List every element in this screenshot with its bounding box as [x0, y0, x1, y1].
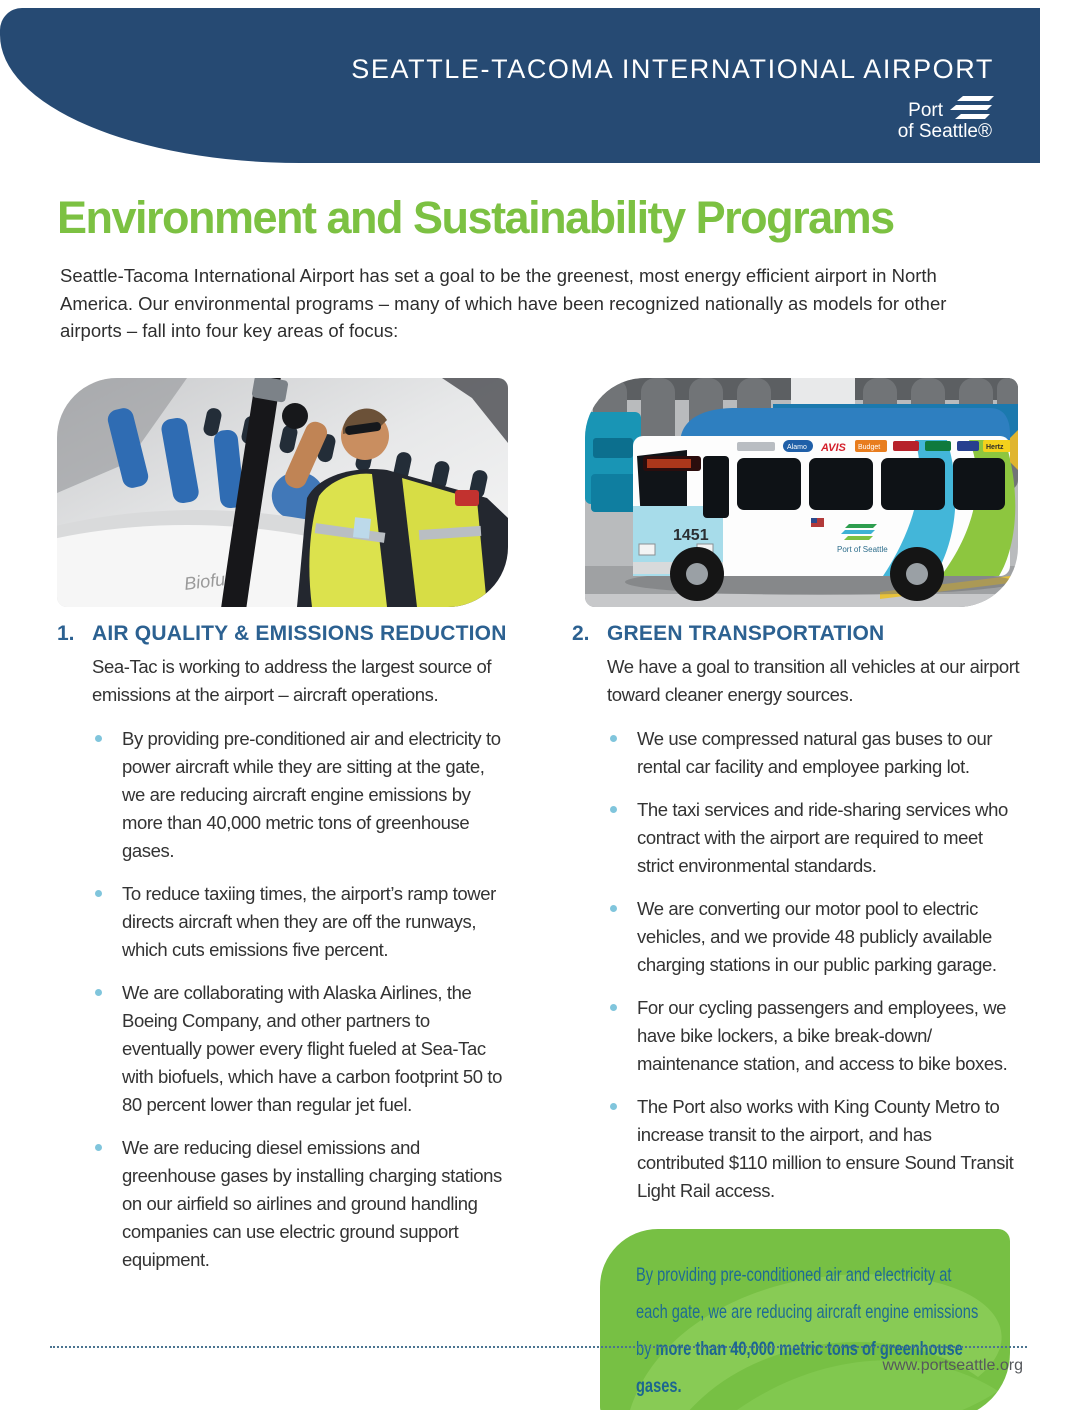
biofuel-label: Biofuel: [183, 567, 241, 594]
section-heading: AIR QUALITY & EMISSIONS REDUCTION: [92, 622, 507, 645]
bullet-text: We are collaborating with Alaska Airlines, the Boeing Company, and other partners to eventually power every flight fueled at Sea-Tac with biofuels, which have a carbon footprint 50 to 80 percent lower than regular jet fuel.: [122, 982, 503, 1115]
page-footer: [50, 1346, 1027, 1375]
intro-paragraph: Seattle-Tacoma International Airport has set a goal to be the greenest, most energy efficient airport in North America. Our environmental programs – many of which have been recognized nationally as models for other airports – fall into four key areas of focus:: [60, 265, 947, 341]
header-banner: [0, 8, 1040, 163]
bus-figure: [633, 408, 1018, 601]
content-columns: [57, 622, 1022, 1410]
photo-row: [57, 378, 1018, 607]
list-item: [57, 880, 512, 964]
list-item: [57, 725, 512, 865]
list-item: [572, 796, 1022, 880]
list-item: [572, 994, 1022, 1078]
bullet-text: We use compressed natural gas buses to our rental car facility and employee parking lot.: [637, 728, 993, 777]
list-item: [572, 1093, 1022, 1205]
bullet-dot: [610, 905, 617, 912]
section-green-transportation: [572, 622, 1022, 1410]
logo-port-text: Port: [908, 100, 943, 121]
logo-seattle-text: of Seattle®: [897, 121, 992, 142]
bus-photo-illustration: [585, 378, 1018, 607]
bullet-dot: [610, 806, 617, 813]
section-heading: GREEN TRANSPORTATION: [607, 622, 885, 645]
section-intro: We have a goal to transition all vehicles at our airport toward cleaner energy sources.: [607, 656, 1020, 705]
bullet-dot: [610, 735, 617, 742]
bullet-text: We are converting our motor pool to electric vehicles, and we provide 48 publicly available charging stations in our public parking garage.: [637, 898, 997, 975]
section-number: 2.: [572, 622, 590, 645]
footer-url: www.portseattle.org: [882, 1357, 1023, 1374]
port-of-seattle-logo: [898, 96, 994, 143]
bullet-text: To reduce taxiing times, the airport’s ramp tower directs aircraft when they are off the runways, which cuts emissions five percent.: [122, 883, 496, 960]
callout-text: [636, 1257, 985, 1405]
page-title: Environment and Sustainability Programs: [57, 192, 894, 243]
bus-number: 1451: [673, 527, 709, 544]
section-number: 1.: [57, 622, 75, 645]
bullet-text: By providing pre-conditioned air and electricity to power aircraft while they are sitting at the gate, we are reducing aircraft engine emissions by more than 40,000 metric tons of greenhouse gases.: [122, 728, 501, 861]
brand-hertz: Hertz: [986, 444, 1004, 451]
section-heading-row: [57, 622, 512, 646]
biofuel-photo-illustration: [57, 378, 508, 607]
section-heading-row: [572, 622, 1022, 646]
bullet-text: The Port also works with King County Metro to increase transit to the airport, and has contributed $110 million to ensure Sound Transit Light Rail access.: [637, 1096, 1014, 1201]
section-intro: Sea-Tac is working to address the largest source of emissions at the airport – aircraft operations.: [92, 656, 492, 705]
bullet-text: The taxi services and ride-sharing services who contract with the airport are required to meet strict environmental standards.: [637, 799, 1008, 876]
bullet-dot: [95, 1144, 102, 1151]
banner-title: SEATTLE-TACOMA INTERNATIONAL AIRPORT: [351, 54, 994, 84]
callout-emphasis: more than 40,000 metric tons of greenhouse gases.: [636, 1338, 963, 1397]
list-item: [57, 979, 512, 1119]
bullet-list: [572, 725, 1022, 1205]
dotted-divider: [50, 1346, 1027, 1348]
bullet-list: [57, 725, 512, 1274]
bullet-dot: [610, 1004, 617, 1011]
green-callout: [600, 1229, 1010, 1410]
bullet-dot: [610, 1103, 617, 1110]
list-item: [572, 725, 1022, 781]
brand-budget: Budget: [858, 444, 881, 451]
shuttle-bus-photo: [585, 378, 1018, 607]
section-air-quality: [57, 622, 512, 1289]
bus-port-logo-text: Port of Seattle: [837, 545, 888, 554]
logo-top-row: [908, 96, 994, 120]
bullet-dot: [95, 890, 102, 897]
bullet-dot: [95, 735, 102, 742]
list-item: [572, 895, 1022, 979]
list-item: [57, 1134, 512, 1274]
bullet-text: We are reducing diesel emissions and greenhouse gases by installing charging stations on our airfield so airlines and ground handling companies can use electric ground support equipment.: [122, 1137, 502, 1270]
brand-alamo: Alamo: [787, 444, 807, 451]
callout-lead: By providing pre-conditioned air and electricity at each gate, we are reducing aircraft engine emissions by: [636, 1264, 979, 1360]
port-waves-icon: [948, 96, 994, 120]
bullet-dot: [95, 989, 102, 996]
biofuel-fueling-photo: [57, 378, 508, 607]
bullet-text: For our cycling passengers and employees, we have bike lockers, a bike break-down/ maintenance station, and access to bike boxes.: [637, 997, 1008, 1074]
brand-avis: AVIS: [821, 442, 846, 454]
